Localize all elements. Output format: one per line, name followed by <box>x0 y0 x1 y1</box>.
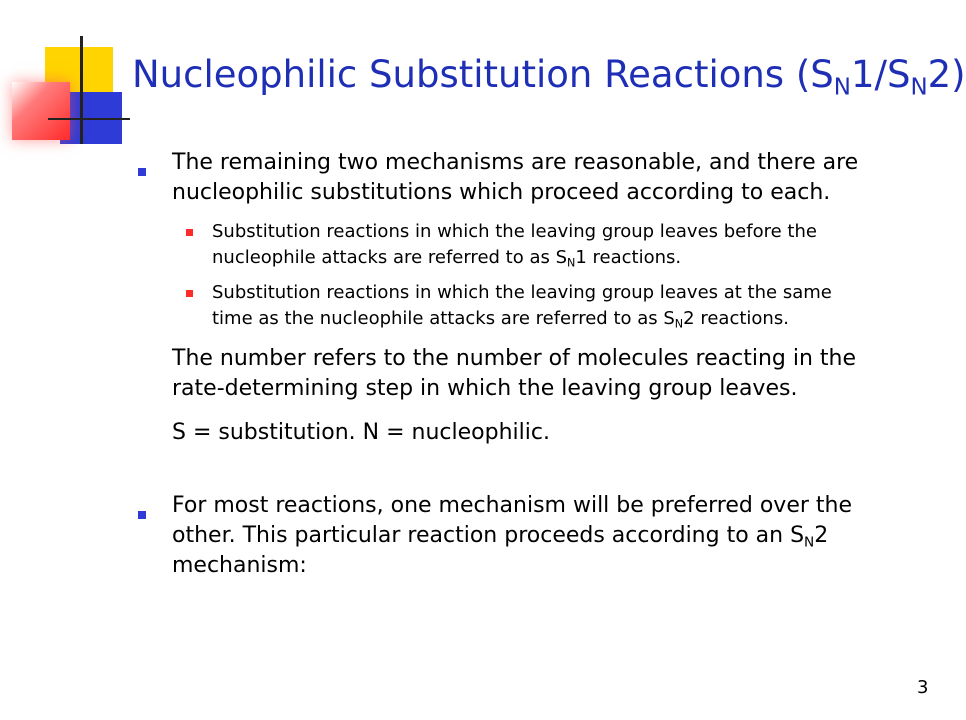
note-paragraph-1: The number refers to the number of molecules reacting in the rate-determining step in which the leaving group leaves. <box>172 346 857 401</box>
bullet-square-icon <box>138 168 146 176</box>
sub-bullet-1-text: Substitution reactions in which the leaving group leaves before the nucleophile attacks are referred to as $S_N1$ reactions. <box>212 221 817 270</box>
sub-bullet-2-text: Substitution reactions in which the leaving group leaves at the same time as the nucleophile attacks are referred to as $S_N2$ reactions. <box>212 282 832 331</box>
logo-horizontal-line <box>48 118 130 120</box>
bullet-2-text: For most reactions, one mechanism will be preferred over the other. This particular reaction proceeds according to an $S_N2$ mechanism: <box>172 493 852 578</box>
bullet-1-text: The remaining two mechanisms are reasonable, and there are nucleophilic substitutions which proceed according to each. <box>172 150 859 205</box>
note-paragraph-2: S = substitution. N = nucleophilic. <box>172 420 550 445</box>
slide-title: Nucleophilic Substitution Reactions $(S_N1/S_N2)$ <box>132 53 966 101</box>
page-number: 3 <box>917 677 929 698</box>
sub-bullet-square-icon <box>186 290 193 297</box>
sub-bullet-square-icon <box>186 229 193 236</box>
logo-vertical-line <box>80 36 83 144</box>
bullet-square-icon <box>138 511 146 519</box>
logo-red-square <box>12 82 70 140</box>
